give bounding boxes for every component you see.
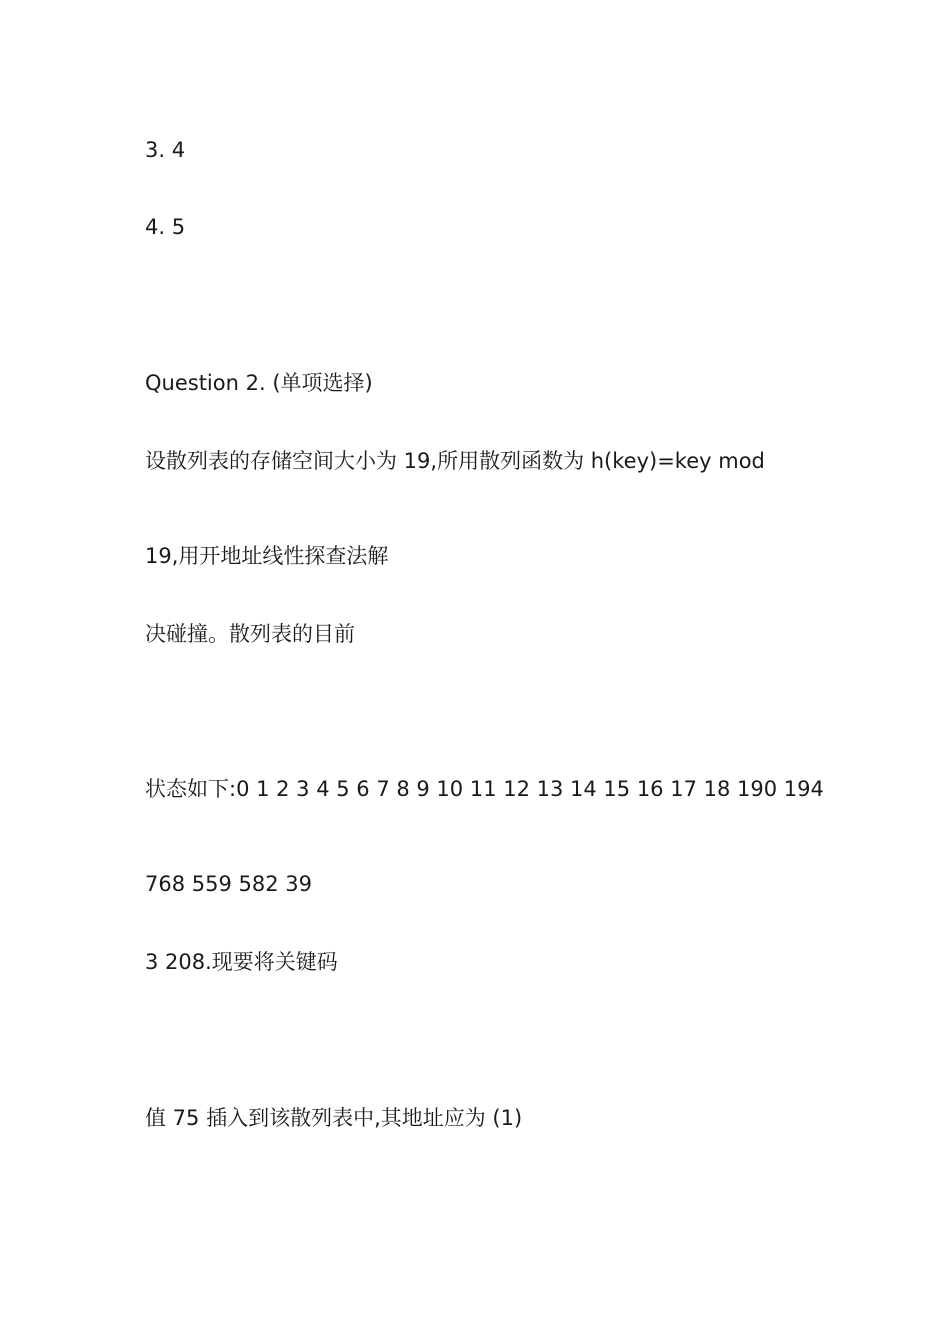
question-text-line-2: 19,用开地址线性探查法解	[145, 544, 389, 568]
question-text-line-4: 状态如下:0 1 2 3 4 5 6 7 8 9 10 11 12 13 14 15 16 17 18 190 194	[145, 777, 824, 801]
question-text-line-3: 决碰撞。散列表的目前	[145, 622, 355, 646]
option-3: 3. 4	[145, 138, 186, 162]
question-text-line-5: 768 559 582 39	[145, 872, 312, 896]
question-text-line-1: 设散列表的存储空间大小为 19,所用散列函数为 h(key)=key mod	[145, 449, 765, 473]
option-4: 4. 5	[145, 215, 186, 239]
question-text-line-7: 值 75 插入到该散列表中,其地址应为 (1)	[145, 1106, 523, 1130]
question-text-line-6: 3 208.现要将关键码	[145, 950, 338, 974]
question-heading: Question 2. (单项选择)	[145, 371, 373, 395]
